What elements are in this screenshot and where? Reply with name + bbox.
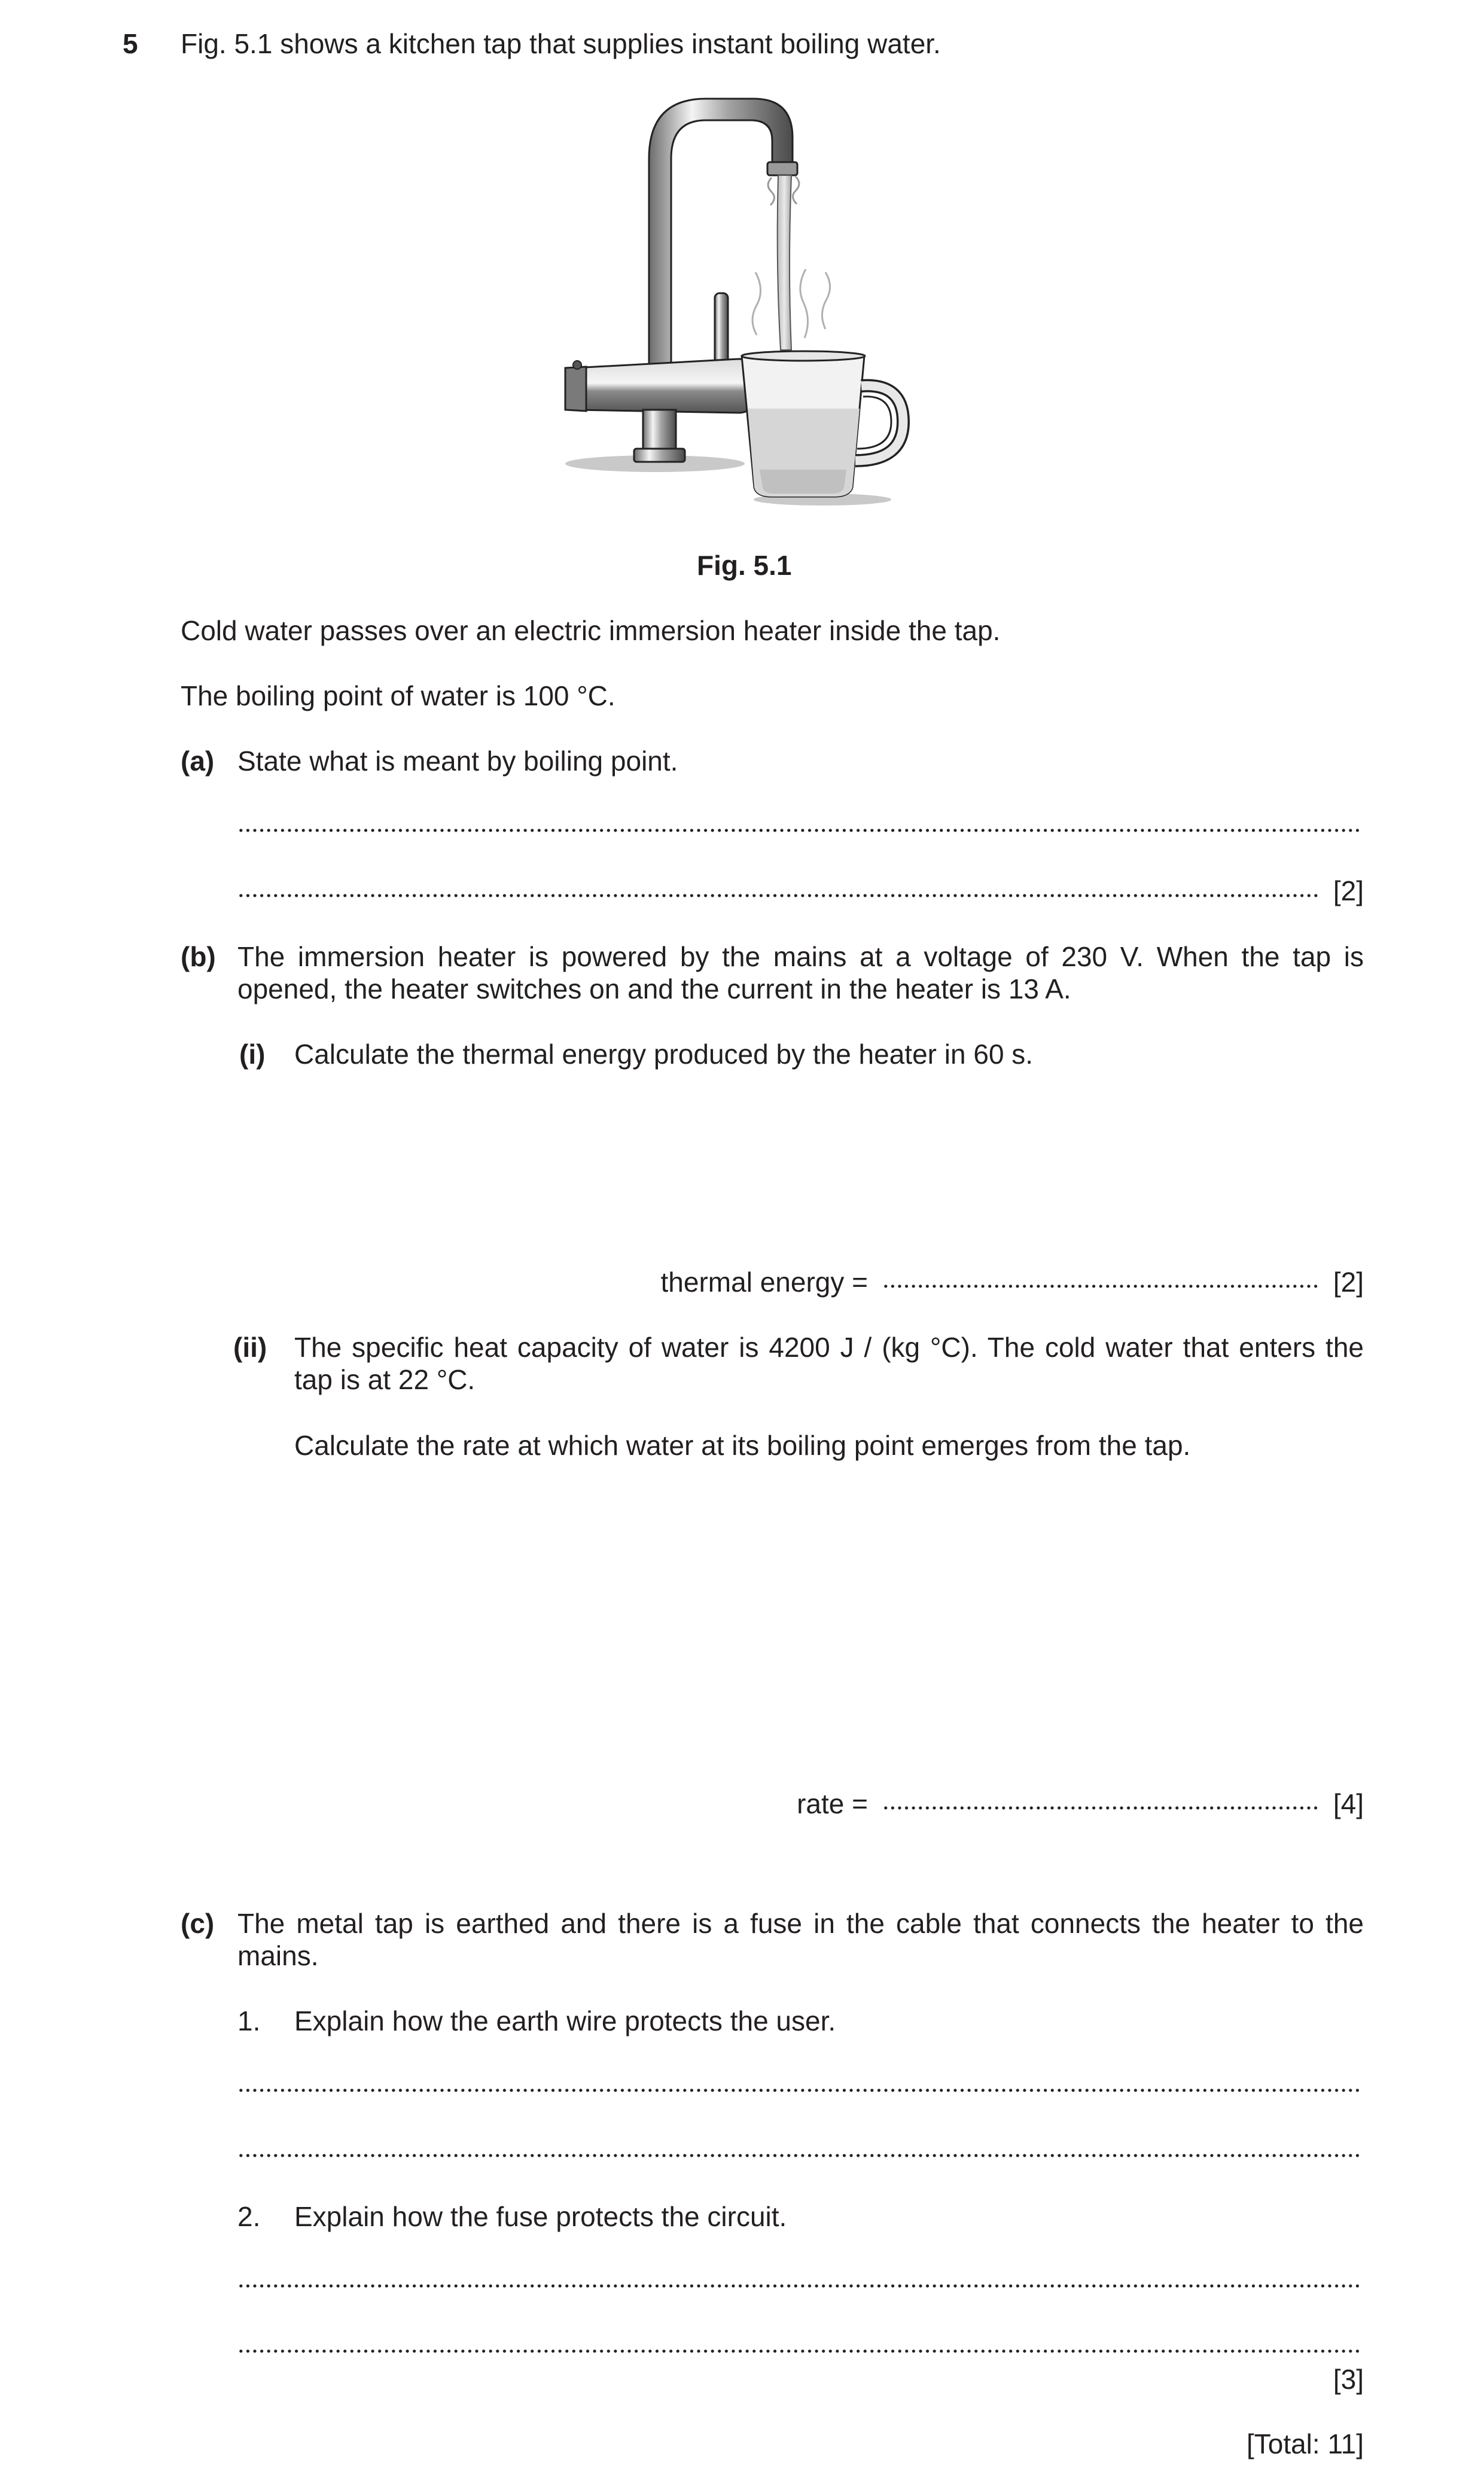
part-a-label: (a) [181,745,215,777]
part-c-marks: [3] [1333,2364,1364,2395]
tap-valve-body [565,359,757,413]
rate-answer-line[interactable] [882,1804,1318,1812]
figure-caption: Fig. 5.1 [697,550,792,581]
answer-line-a1[interactable] [237,826,1362,835]
answer-line-a2[interactable] [237,891,1318,900]
part-b-ii-question: The specific heat capacity of water is 4200 J / (kg °C). The cold water that enters the tap is at 22 °C. [294,1332,1364,1395]
tap-base [634,449,685,462]
water-stream [778,175,791,350]
question-intro: Fig. 5.1 shows a kitchen tap that supplies instant boiling water. [181,28,941,59]
question-number: 5 [123,28,138,59]
answer-line-c1b[interactable] [237,2151,1362,2160]
part-c-item1-question: Explain how the earth wire protects the user. [294,2005,836,2036]
thermal-energy-label: thermal energy = [660,1267,868,1298]
answer-line-c2b[interactable] [237,2347,1362,2355]
boiling-water-tap-illustration [553,87,930,506]
part-b-i-marks: [2] [1333,1267,1364,1298]
answer-line-c2a[interactable] [237,2282,1362,2290]
thermal-energy-answer-line[interactable] [882,1282,1318,1290]
answer-line-c1a[interactable] [237,2086,1362,2095]
part-b-label: (b) [181,941,216,972]
part-c-item2-number: 2. [237,2201,261,2232]
part-c-question: The metal tap is earthed and there is a fuse in the cable that connects the heater to the mains. [237,1908,1364,1971]
part-b-ii-instruction: Calculate the rate at which water at its boiling point emerges from the tap. [294,1430,1191,1461]
part-b-i-label: (i) [239,1039,266,1070]
part-b-ii-marks: [4] [1333,1788,1364,1819]
part-c-item2-question: Explain how the fuse protects the circuit. [294,2201,787,2232]
part-c-label: (c) [181,1908,215,1939]
part-c-item1-number: 1. [237,2005,261,2036]
part-b-question: The immersion heater is powered by the mains at a voltage of 230 V. When the tap is opened, the heater switches on and the current in the heater is 13 A. [237,941,1364,1004]
context-heater: Cold water passes over an electric immersion heater inside the tap. [181,615,1001,646]
context-boiling-point: The boiling point of water is 100 °C. [181,680,615,711]
part-a-marks: [2] [1333,875,1364,906]
rate-label: rate = [797,1788,868,1819]
part-a-question: State what is meant by boiling point. [237,745,678,777]
total-marks: [Total: 11] [1246,2428,1364,2459]
part-b-i-question: Calculate the thermal energy produced by the heater in 60 s. [294,1039,1034,1070]
part-b-ii-label: (ii) [233,1332,267,1363]
